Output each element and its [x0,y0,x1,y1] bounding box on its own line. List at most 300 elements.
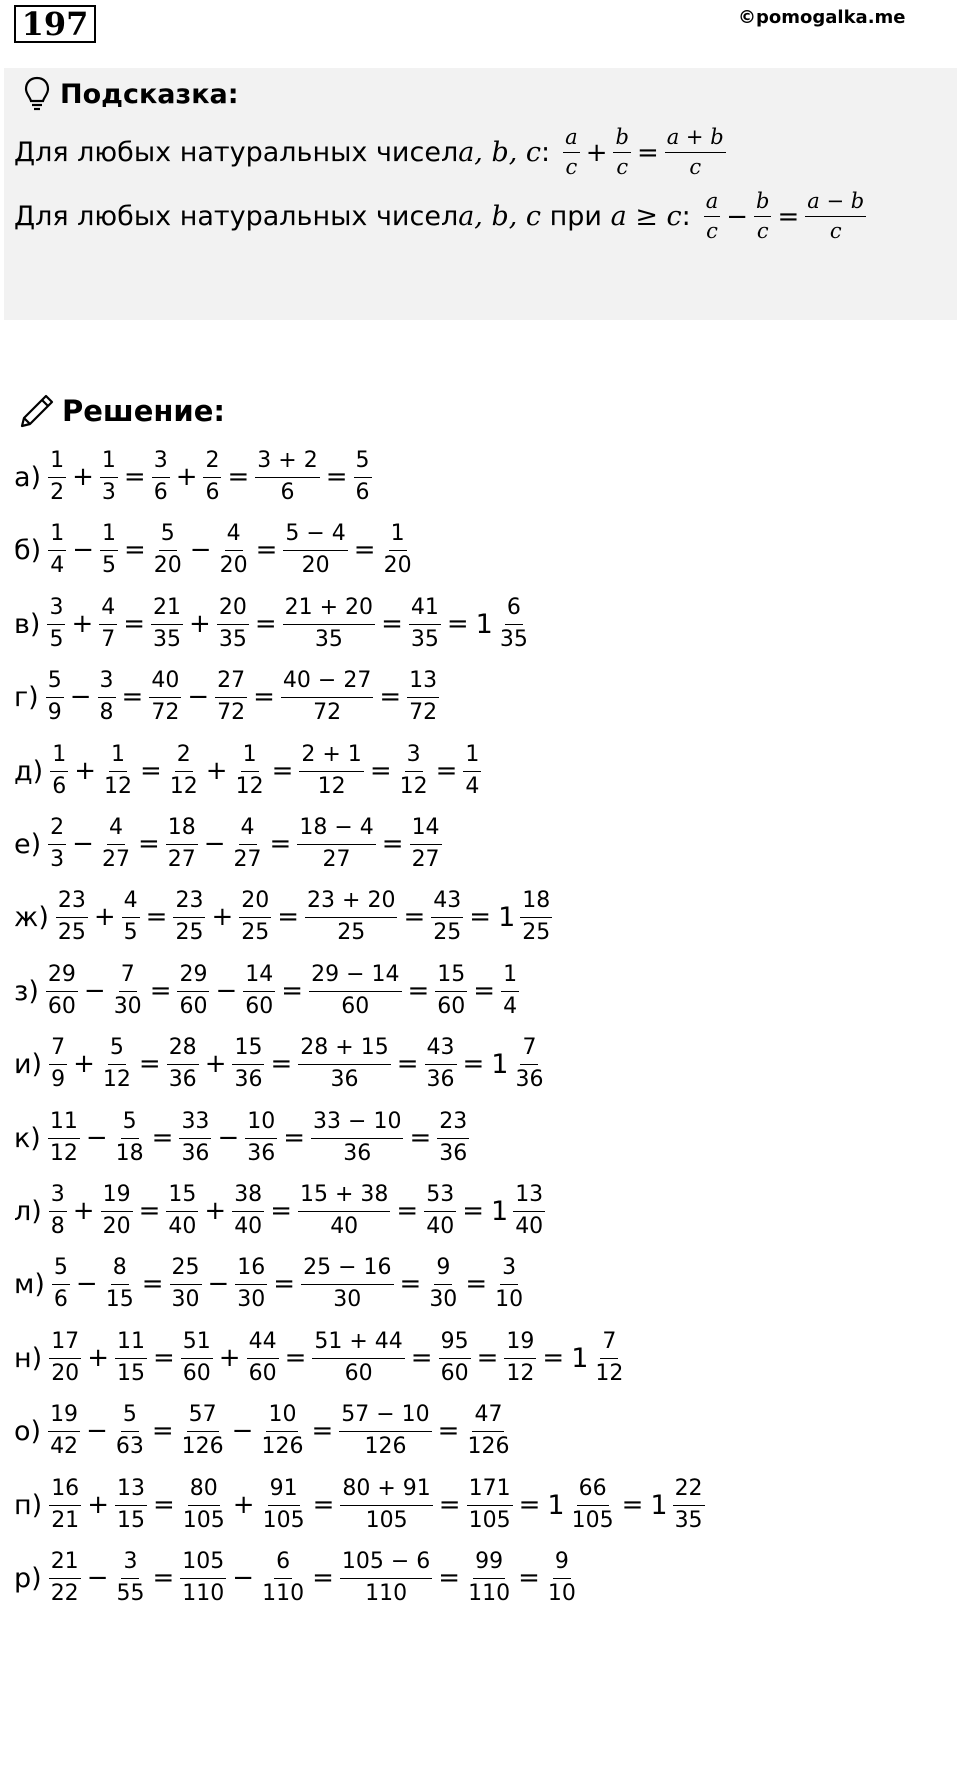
denominator: 27 [101,846,130,872]
equals-sign: = [312,1563,334,1593]
denominator: 110 [262,1580,305,1606]
minus-sign: − [72,829,94,859]
numerator: 80 + 91 [340,1477,432,1505]
hint-rule-text: Для любых натуральных чисел [14,137,459,169]
numerator: 6 [505,596,523,624]
fraction [424,1183,456,1238]
numerator: 21 [151,596,183,624]
fraction [152,522,184,577]
numerator: 3 [47,596,65,624]
denominator: 36 [181,1140,210,1166]
numerator: 9 [434,1256,452,1284]
fraction [498,596,530,651]
fraction [520,889,552,944]
numerator: 5 [46,669,64,697]
fraction [49,1477,81,1532]
solution-item [14,1538,581,1618]
minus-sign: − [75,1269,98,1299]
denominator: 36 [426,1066,455,1092]
item-expression [45,522,416,577]
numerator: 23 [56,889,88,917]
denominator: 60 [245,993,274,1019]
numerator: 43 [425,1036,457,1064]
numerator: 3 + 2 [255,449,319,477]
equals-sign: = [437,1416,460,1446]
fraction [298,1183,390,1238]
denominator: 27 [411,846,440,872]
hint-formula-difference [701,190,870,243]
fraction [101,1036,133,1091]
fraction [217,596,249,651]
item-label: м) [14,1268,45,1300]
numerator: 57 [187,1403,219,1431]
hint-panel [4,68,957,320]
fraction [261,1477,307,1532]
numerator: 23 + 20 [305,889,397,917]
denominator: 105 [182,1507,225,1533]
equals-sign: = [254,609,277,639]
equals-sign: = [123,535,146,565]
hint-rule-difference [14,190,869,243]
numerator: 91 [268,1477,300,1505]
equals-sign: = [123,609,146,639]
denominator: 126 [181,1433,224,1459]
fraction [513,1183,545,1238]
numerator: 6 [274,1550,292,1578]
numerator: 16 [49,1477,81,1505]
fraction [232,1183,264,1238]
hint-heading [24,76,239,112]
denominator: 15 [116,1507,145,1533]
equals-sign: = [145,902,168,932]
numerator: 13 [115,1477,147,1505]
denominator: 110 [468,1580,511,1606]
numerator: 23 [437,1110,469,1138]
equals-sign: = [311,1416,334,1446]
numerator: 21 + 20 [283,596,375,624]
fraction [122,889,140,944]
denominator: 6 [53,1286,68,1312]
denominator: 3 [50,846,65,872]
denominator: 20 [51,1360,80,1386]
fraction [48,1110,80,1165]
fraction [49,1550,81,1605]
numerator: 14 [243,963,275,991]
fraction [102,743,134,798]
numerator: 29 [177,963,209,991]
item-expression [43,963,522,1018]
hint-rule-sum [14,126,729,179]
numerator: 33 − 10 [311,1110,403,1138]
solution-item [14,1024,548,1104]
numerator: 11 [48,1110,80,1138]
numerator: 80 [188,1477,220,1505]
fraction [49,1330,81,1385]
fraction [100,522,118,577]
numerator: 1 [48,449,66,477]
item-expression [45,449,374,504]
equals-sign: = [409,1123,432,1153]
numerator: 29 [46,963,78,991]
solution-item [14,951,522,1031]
solution-item [14,1098,472,1178]
fraction [48,1403,80,1458]
plus-sign: + [73,1049,95,1079]
numerator: 40 [149,669,181,697]
denominator: 60 [440,1360,469,1386]
denominator: 25 [337,919,366,945]
equals-sign: = [269,829,292,859]
denominator: 35 [499,626,528,652]
fraction [48,522,66,577]
denominator: 18 [115,1140,144,1166]
mixed-number-whole: 1 [547,1489,565,1521]
minus-sign: − [231,1416,254,1446]
denominator: 25 [433,919,462,945]
hint-rule-text: Для любых натуральных чисел [14,201,459,233]
equals-sign: = [121,682,144,712]
mixed-number-whole: 1 [475,608,493,640]
denominator: 40 [234,1213,263,1239]
item-label: г) [14,681,39,713]
solution-item [14,877,555,957]
denominator: 5 [123,919,138,945]
numerator: 3 [500,1256,518,1284]
fraction [101,1183,133,1238]
denominator: 12 [595,1360,624,1386]
equals-sign: = [410,1343,433,1373]
numerator: 25 [170,1256,202,1284]
numerator: 22 [673,1477,705,1505]
denominator: 12 [235,773,264,799]
fraction [504,1330,536,1385]
fraction [339,1403,431,1458]
item-expression [46,1183,548,1238]
numerator: 171 [467,1477,513,1505]
equals-sign: = [273,1269,296,1299]
equals-sign: = [462,1049,485,1079]
solution-title: Решение: [62,394,226,428]
fraction [56,889,88,944]
plus-sign: + [205,756,228,786]
hint-colon: : [541,137,551,169]
fraction [215,669,247,724]
numerator: 5 [121,1110,139,1138]
denominator: 60 [182,1360,211,1386]
denominator: 6 [153,479,168,505]
equals-sign: = [123,462,146,492]
equals-sign: = [151,1416,174,1446]
fraction [232,1036,264,1091]
denominator: 20 [102,1213,131,1239]
fraction [168,743,200,798]
plus-sign: + [218,1343,241,1373]
fraction [232,816,264,871]
fraction [49,1036,67,1091]
plus-sign: + [87,1343,109,1373]
numerator: a [563,126,580,153]
fraction [298,1036,390,1091]
solution-item [14,657,442,737]
item-label: д) [14,755,44,787]
numerator: 20 [239,889,271,917]
numerator: 40 − 27 [281,669,373,697]
fraction [493,1256,525,1311]
fraction [167,1036,199,1091]
denominator: 25 [57,919,86,945]
numerator: 19 [101,1183,133,1211]
denominator: 35 [314,626,343,652]
denominator: 5 [49,626,64,652]
fraction [47,596,65,651]
plus-sign: + [211,902,234,932]
fraction [427,1256,459,1311]
fraction [613,126,630,179]
solution-item [14,1244,528,1324]
equals-sign: = [152,1563,175,1593]
equals-sign: = [271,756,294,786]
denominator: 25 [175,919,204,945]
equals-sign: = [542,1343,565,1373]
equals-sign: = [381,609,403,639]
minus-sign: − [203,829,226,859]
fraction [166,816,198,871]
solution-item [14,1391,514,1471]
fraction [299,743,363,798]
denominator: 7 [101,626,116,652]
plus-sign: + [585,137,608,168]
minus-sign: − [215,976,238,1006]
denominator: 36 [330,1066,359,1092]
equals-sign: = [277,902,300,932]
numerator: a [704,190,721,217]
fraction [467,1477,513,1532]
fraction [235,1256,267,1311]
minus-sign: − [232,1563,255,1593]
item-expression [46,1477,707,1532]
solution-item [14,731,484,811]
denominator: 12 [506,1360,535,1386]
mixed-number-whole: 1 [498,901,516,933]
item-expression [49,1256,528,1311]
numerator: 1 [463,743,481,771]
fraction [245,1110,277,1165]
item-expression [46,1036,548,1091]
denominator: 30 [333,1286,362,1312]
fraction [593,1330,625,1385]
equals-sign: = [446,609,469,639]
equals-sign: = [152,1343,175,1373]
denominator: c [689,155,702,180]
fraction [340,1477,432,1532]
fraction [180,1403,226,1458]
numerator: 1 [48,522,66,550]
denominator: 12 [104,773,132,799]
hint-variables: a, b, c [458,137,542,169]
fraction [309,963,401,1018]
numerator: 2 [203,449,221,477]
item-label: р) [14,1562,42,1594]
fraction [410,816,442,871]
numerator: 18 [166,816,198,844]
item-expression [45,816,444,871]
numerator: 33 [179,1110,211,1138]
fraction [805,190,866,243]
equals-sign: = [270,1196,292,1226]
denominator: 42 [50,1433,79,1459]
numerator: 105 [180,1550,226,1578]
denominator: 110 [365,1580,408,1606]
minus-sign: − [72,535,94,565]
fraction [152,449,170,504]
numerator: 66 [577,1477,609,1505]
fraction [431,889,463,944]
numerator: 8 [111,1256,129,1284]
denominator: 35 [218,626,247,652]
numerator: 2 [48,816,66,844]
equals-sign: = [636,137,659,168]
solution-item [14,437,375,517]
equals-sign: = [473,976,496,1006]
denominator: 4 [503,993,518,1019]
equals-sign: = [438,1490,461,1520]
denominator: 60 [248,1360,277,1386]
numerator: b [754,190,771,217]
pencil-icon [18,392,56,430]
denominator: 126 [261,1433,304,1459]
denominator: 60 [344,1360,373,1386]
fraction [501,963,519,1018]
fraction [311,1110,403,1165]
numerator: 47 [472,1403,504,1431]
numerator: 21 [49,1550,81,1578]
plus-sign: + [204,1196,227,1226]
denominator: 20 [219,552,248,578]
equals-sign: = [435,756,458,786]
numerator: 1 [501,963,519,991]
fraction [281,669,373,724]
denominator: 27 [322,846,351,872]
plus-sign: + [87,1490,109,1520]
item-expression [46,1550,581,1605]
denominator: 12 [169,773,198,799]
minus-sign: − [86,1563,109,1593]
numerator: 14 [410,816,442,844]
numerator: 43 [431,889,463,917]
equals-sign: = [281,976,304,1006]
fraction [46,963,78,1018]
denominator: 20 [383,552,412,578]
fraction [177,963,209,1018]
fraction [180,1550,226,1605]
numerator: 1 [50,743,68,771]
fraction [247,1330,279,1385]
fraction [49,1183,67,1238]
numerator: 15 [232,1036,264,1064]
fraction [99,596,117,651]
equals-sign: = [227,462,250,492]
denominator: 27 [167,846,196,872]
numerator: 1 [109,743,127,771]
numerator: 3 [98,669,116,697]
minus-sign: − [85,1123,108,1153]
fraction [203,449,221,504]
equals-sign: = [255,535,278,565]
denominator: 2 [50,479,65,505]
denominator: 60 [437,993,466,1019]
fraction [305,889,397,944]
item-label: в) [14,608,41,640]
numerator: 7 [119,963,137,991]
item-label: к) [14,1122,41,1154]
numerator: 38 [232,1183,264,1211]
numerator: 5 [121,1403,139,1431]
fraction [465,1403,511,1458]
numerator: 3 [49,1183,67,1211]
plus-sign: + [204,1049,227,1079]
fraction [437,1110,469,1165]
fraction [673,1477,705,1532]
denominator: 72 [313,699,342,725]
solution-item [14,1465,708,1545]
fraction [301,1256,393,1311]
watermark: ©pomogalka.me [738,7,906,28]
denominator: 21 [51,1507,80,1533]
equals-sign: = [270,1049,293,1079]
fraction [259,1403,305,1458]
item-label: з) [14,975,39,1007]
numerator: 5 [354,449,372,477]
fraction [312,1330,404,1385]
fraction [466,1550,512,1605]
mixed-number-whole: 1 [491,1195,509,1227]
fraction [52,1256,70,1311]
fraction [114,1550,146,1605]
numerator: 15 [435,963,467,991]
fraction [170,1256,202,1311]
denominator: 4 [50,552,65,578]
numerator: 18 − 4 [297,816,375,844]
denominator: 10 [547,1580,576,1606]
numerator: 19 [504,1330,536,1358]
numerator: 18 [520,889,552,917]
solution-item [14,804,445,884]
plus-sign: + [71,609,94,639]
equals-sign: = [149,976,172,1006]
denominator: 12 [49,1140,78,1166]
solution-item [14,510,417,590]
solution-heading [18,392,225,430]
item-expression [45,1403,514,1458]
numerator: 7 [49,1036,67,1064]
denominator: 30 [113,993,142,1019]
denominator: 72 [151,699,180,725]
denominator: 15 [105,1286,134,1312]
hint-title: Подсказка: [60,78,239,110]
equals-sign: = [151,1123,174,1153]
numerator: 2 + 1 [299,743,363,771]
plus-sign: + [72,462,94,492]
fraction [114,1110,146,1165]
denominator: 30 [429,1286,458,1312]
equals-sign: = [138,1049,161,1079]
fraction [340,1550,432,1605]
numerator: 4 [122,889,140,917]
hint-formula-sum [560,126,729,179]
numerator: 9 [553,1550,571,1578]
minus-sign: − [207,1269,230,1299]
plus-sign: + [175,462,198,492]
